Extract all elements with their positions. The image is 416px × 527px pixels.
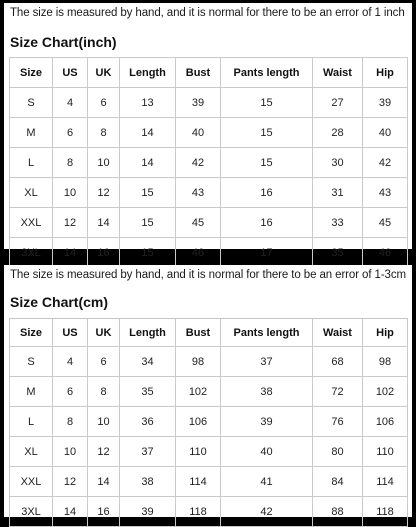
- table-cell: 110: [363, 437, 408, 467]
- column-header: Size: [10, 58, 53, 88]
- column-header: Hip: [363, 58, 408, 88]
- table-cell: 118: [176, 497, 221, 527]
- table-cell: 16: [221, 208, 313, 238]
- table-cell: 15: [221, 148, 313, 178]
- table-cell: XL: [10, 178, 53, 208]
- table-cell: 17: [221, 238, 313, 268]
- table-cell: 6: [88, 347, 120, 377]
- cm-size-panel: [4, 265, 412, 517]
- table-cell: 3XL: [10, 238, 53, 268]
- table-cell: XL: [10, 437, 53, 467]
- table-cell: 14: [88, 208, 120, 238]
- table-row: [10, 377, 408, 407]
- table-cell: 15: [120, 178, 176, 208]
- table-cell: 6: [88, 88, 120, 118]
- table-cell: 114: [363, 467, 408, 497]
- table-cell: 8: [88, 118, 120, 148]
- cm-size-table: [9, 318, 408, 527]
- table-cell: 38: [120, 467, 176, 497]
- table-cell: 40: [176, 118, 221, 148]
- table-cell: 43: [363, 178, 408, 208]
- table-cell: 46: [363, 238, 408, 268]
- table-cell: 45: [363, 208, 408, 238]
- table-cell: 12: [88, 178, 120, 208]
- table-cell: 16: [88, 238, 120, 268]
- table-cell: 110: [176, 437, 221, 467]
- table-row: [10, 178, 408, 208]
- table-cell: 10: [53, 437, 88, 467]
- table-row: [10, 208, 408, 238]
- table-cell: 98: [363, 347, 408, 377]
- table-cell: 102: [176, 377, 221, 407]
- inch-chart-title: Size Chart(inch): [10, 34, 117, 50]
- column-header: Bust: [176, 58, 221, 88]
- table-cell: 45: [176, 208, 221, 238]
- table-header-row: [10, 58, 408, 88]
- table-cell: 30: [313, 148, 363, 178]
- table-cell: 31: [313, 178, 363, 208]
- table-cell: 76: [313, 407, 363, 437]
- table-cell: 6: [53, 118, 88, 148]
- table-cell: 102: [363, 377, 408, 407]
- inch-size-table: [9, 57, 408, 268]
- column-header: Size: [10, 319, 53, 347]
- column-header: US: [53, 319, 88, 347]
- table-cell: 3XL: [10, 497, 53, 527]
- table-cell: 14: [53, 497, 88, 527]
- table-cell: S: [10, 88, 53, 118]
- table-cell: 14: [120, 118, 176, 148]
- table-cell: 40: [221, 437, 313, 467]
- table-cell: 16: [221, 178, 313, 208]
- table-cell: 80: [313, 437, 363, 467]
- table-row: [10, 497, 408, 527]
- table-cell: 106: [176, 407, 221, 437]
- table-cell: 14: [53, 238, 88, 268]
- table-cell: 40: [363, 118, 408, 148]
- column-header: Pants length: [221, 58, 313, 88]
- table-row: [10, 437, 408, 467]
- table-cell: 28: [313, 118, 363, 148]
- column-header: Length: [120, 319, 176, 347]
- cm-chart-title: Size Chart(cm): [10, 294, 109, 310]
- table-cell: 33: [313, 208, 363, 238]
- table-cell: 4: [53, 347, 88, 377]
- table-cell: 42: [221, 497, 313, 527]
- table-cell: 35: [313, 238, 363, 268]
- table-cell: 8: [53, 407, 88, 437]
- table-cell: 34: [120, 347, 176, 377]
- column-header: Bust: [176, 319, 221, 347]
- table-cell: 13: [120, 88, 176, 118]
- table-cell: 15: [120, 208, 176, 238]
- column-header: UK: [88, 319, 120, 347]
- table-row: [10, 148, 408, 178]
- table-cell: 12: [53, 467, 88, 497]
- table-cell: 114: [176, 467, 221, 497]
- table-cell: 8: [53, 148, 88, 178]
- table-cell: 88: [313, 497, 363, 527]
- column-header: Waist: [313, 58, 363, 88]
- column-header: Pants length: [221, 319, 313, 347]
- inch-size-panel: [4, 3, 412, 259]
- table-cell: 68: [313, 347, 363, 377]
- table-row: [10, 467, 408, 497]
- table-cell: 27: [313, 88, 363, 118]
- table-cell: 6: [53, 377, 88, 407]
- table-cell: 10: [88, 407, 120, 437]
- table-cell: 38: [221, 377, 313, 407]
- table-cell: 72: [313, 377, 363, 407]
- table-cell: 42: [363, 148, 408, 178]
- table-cell: 84: [313, 467, 363, 497]
- table-cell: 35: [120, 377, 176, 407]
- table-cell: 39: [221, 407, 313, 437]
- table-cell: 10: [53, 178, 88, 208]
- table-cell: 106: [363, 407, 408, 437]
- table-row: [10, 407, 408, 437]
- table-cell: 16: [88, 497, 120, 527]
- table-cell: 39: [363, 88, 408, 118]
- table-cell: 46: [176, 238, 221, 268]
- table-cell: 10: [88, 148, 120, 178]
- table-row: [10, 88, 408, 118]
- table-cell: L: [10, 407, 53, 437]
- table-cell: S: [10, 347, 53, 377]
- table-cell: 42: [176, 148, 221, 178]
- table-cell: 36: [120, 407, 176, 437]
- table-cell: 43: [176, 178, 221, 208]
- table-cell: 41: [221, 467, 313, 497]
- table-cell: 12: [88, 437, 120, 467]
- column-header: US: [53, 58, 88, 88]
- column-header: UK: [88, 58, 120, 88]
- table-cell: 15: [221, 118, 313, 148]
- table-cell: M: [10, 118, 53, 148]
- table-cell: 39: [120, 497, 176, 527]
- table-cell: L: [10, 148, 53, 178]
- table-cell: 12: [53, 208, 88, 238]
- table-cell: 14: [120, 148, 176, 178]
- table-cell: 14: [88, 467, 120, 497]
- column-header: Waist: [313, 319, 363, 347]
- table-cell: 8: [88, 377, 120, 407]
- table-cell: 39: [176, 88, 221, 118]
- column-header: Hip: [363, 319, 408, 347]
- table-cell: XXL: [10, 467, 53, 497]
- table-row: [10, 238, 408, 268]
- table-cell: 37: [120, 437, 176, 467]
- table-row: [10, 118, 408, 148]
- table-cell: 118: [363, 497, 408, 527]
- table-header-row: [10, 319, 408, 347]
- cm-measurement-note: The size is measured by hand, and it is normal for there to be an error of 1-3cm: [10, 269, 406, 281]
- column-header: Length: [120, 58, 176, 88]
- table-cell: 15: [120, 238, 176, 268]
- inch-measurement-note: The size is measured by hand, and it is normal for there to be an error of 1 inch: [10, 7, 405, 19]
- table-row: [10, 347, 408, 377]
- table-cell: 4: [53, 88, 88, 118]
- table-cell: 98: [176, 347, 221, 377]
- table-cell: 37: [221, 347, 313, 377]
- table-cell: 15: [221, 88, 313, 118]
- table-cell: XXL: [10, 208, 53, 238]
- table-cell: M: [10, 377, 53, 407]
